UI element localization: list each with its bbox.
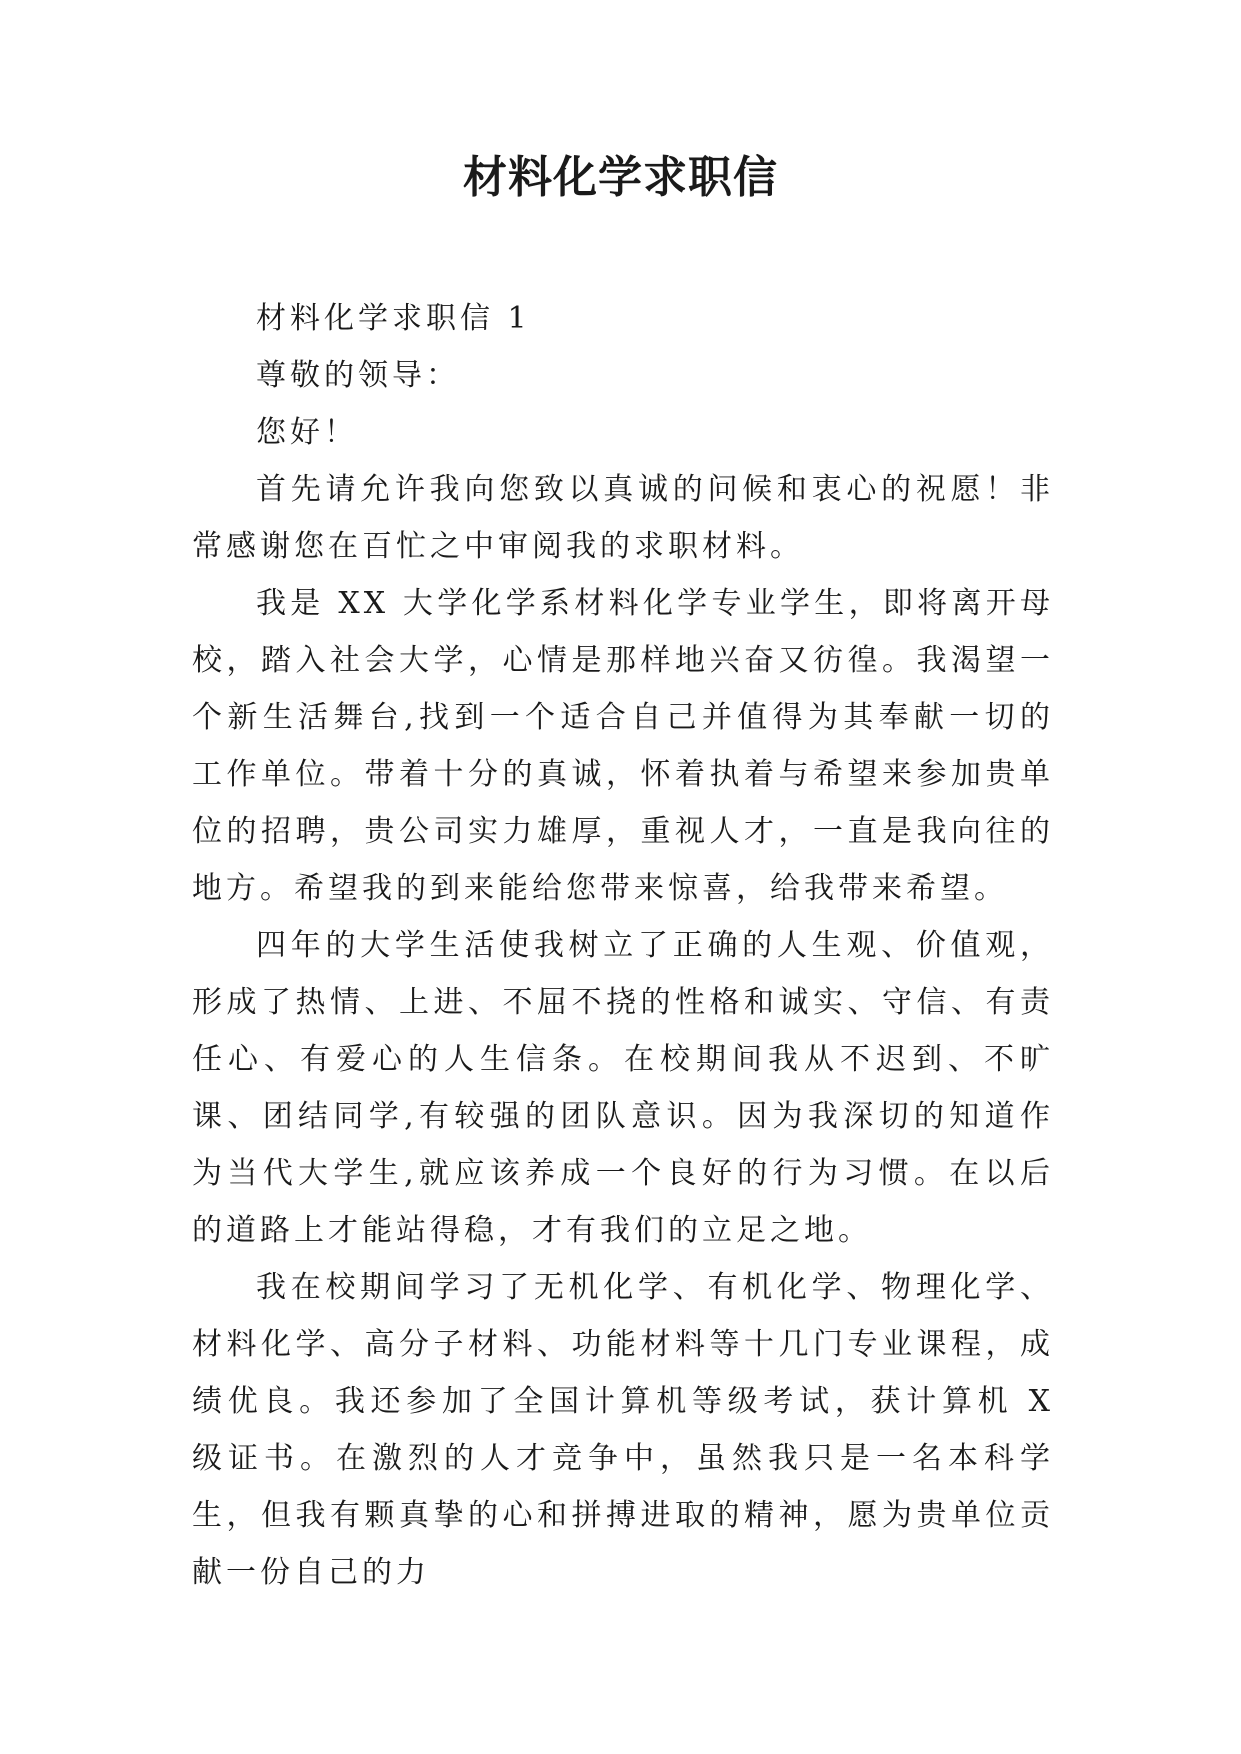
- greeting: 您好！: [256, 415, 358, 450]
- paragraph-university-life: 四年的大学生活使我树立了正确的人生观、价值观，形成了热情、上进、不屈不挠的性格和诚实、守信、有责任心、有爱心的人生信条。在校期间我从不迟到、不旷课、团结同学,有较强的团队意识。因为我深切的知道作为当代大学生,就应该养成一个良好的行为习惯。在以后的道路上才能站得稳，才有我们的立足之地。: [192, 928, 1054, 1248]
- letter-heading: 材料化学求职信 1: [256, 301, 531, 336]
- salutation: 尊敬的领导：: [256, 358, 460, 393]
- paragraph-self-introduction: 我是 XX 大学化学系材料化学专业学生，即将离开母校，踏入社会大学，心情是那样地兴奋又彷徨。我渴望一个新生活舞台,找到一个适合自己并值得为其奉献一切的工作单位。带着十分的真诚，怀着执着与希望来参加贵单位的招聘，贵公司实力雄厚，重视人才，一直是我向往的地方。希望我的到来能给您带来惊喜，给我带来希望。: [192, 586, 1054, 906]
- letter-body: [192, 290, 1054, 1601]
- paragraph-studies: 我在校期间学习了无机化学、有机化学、物理化学、材料化学、高分子材料、功能材料等十几门专业课程，成绩优良。我还参加了全国计算机等级考试，获计算机 X 级证书。在激烈的人才竞争中，虽然我只是一名本科学生，但我有颗真挚的心和拼搏进取的精神，愿为贵单位贡献一份自己的力: [192, 1270, 1054, 1590]
- document-title: 材料化学求职信: [463, 152, 778, 203]
- paragraph-intro: 首先请允许我向您致以真诚的问候和衷心的祝愿！非常感谢您在百忙之中审阅我的求职材料。: [192, 472, 1054, 564]
